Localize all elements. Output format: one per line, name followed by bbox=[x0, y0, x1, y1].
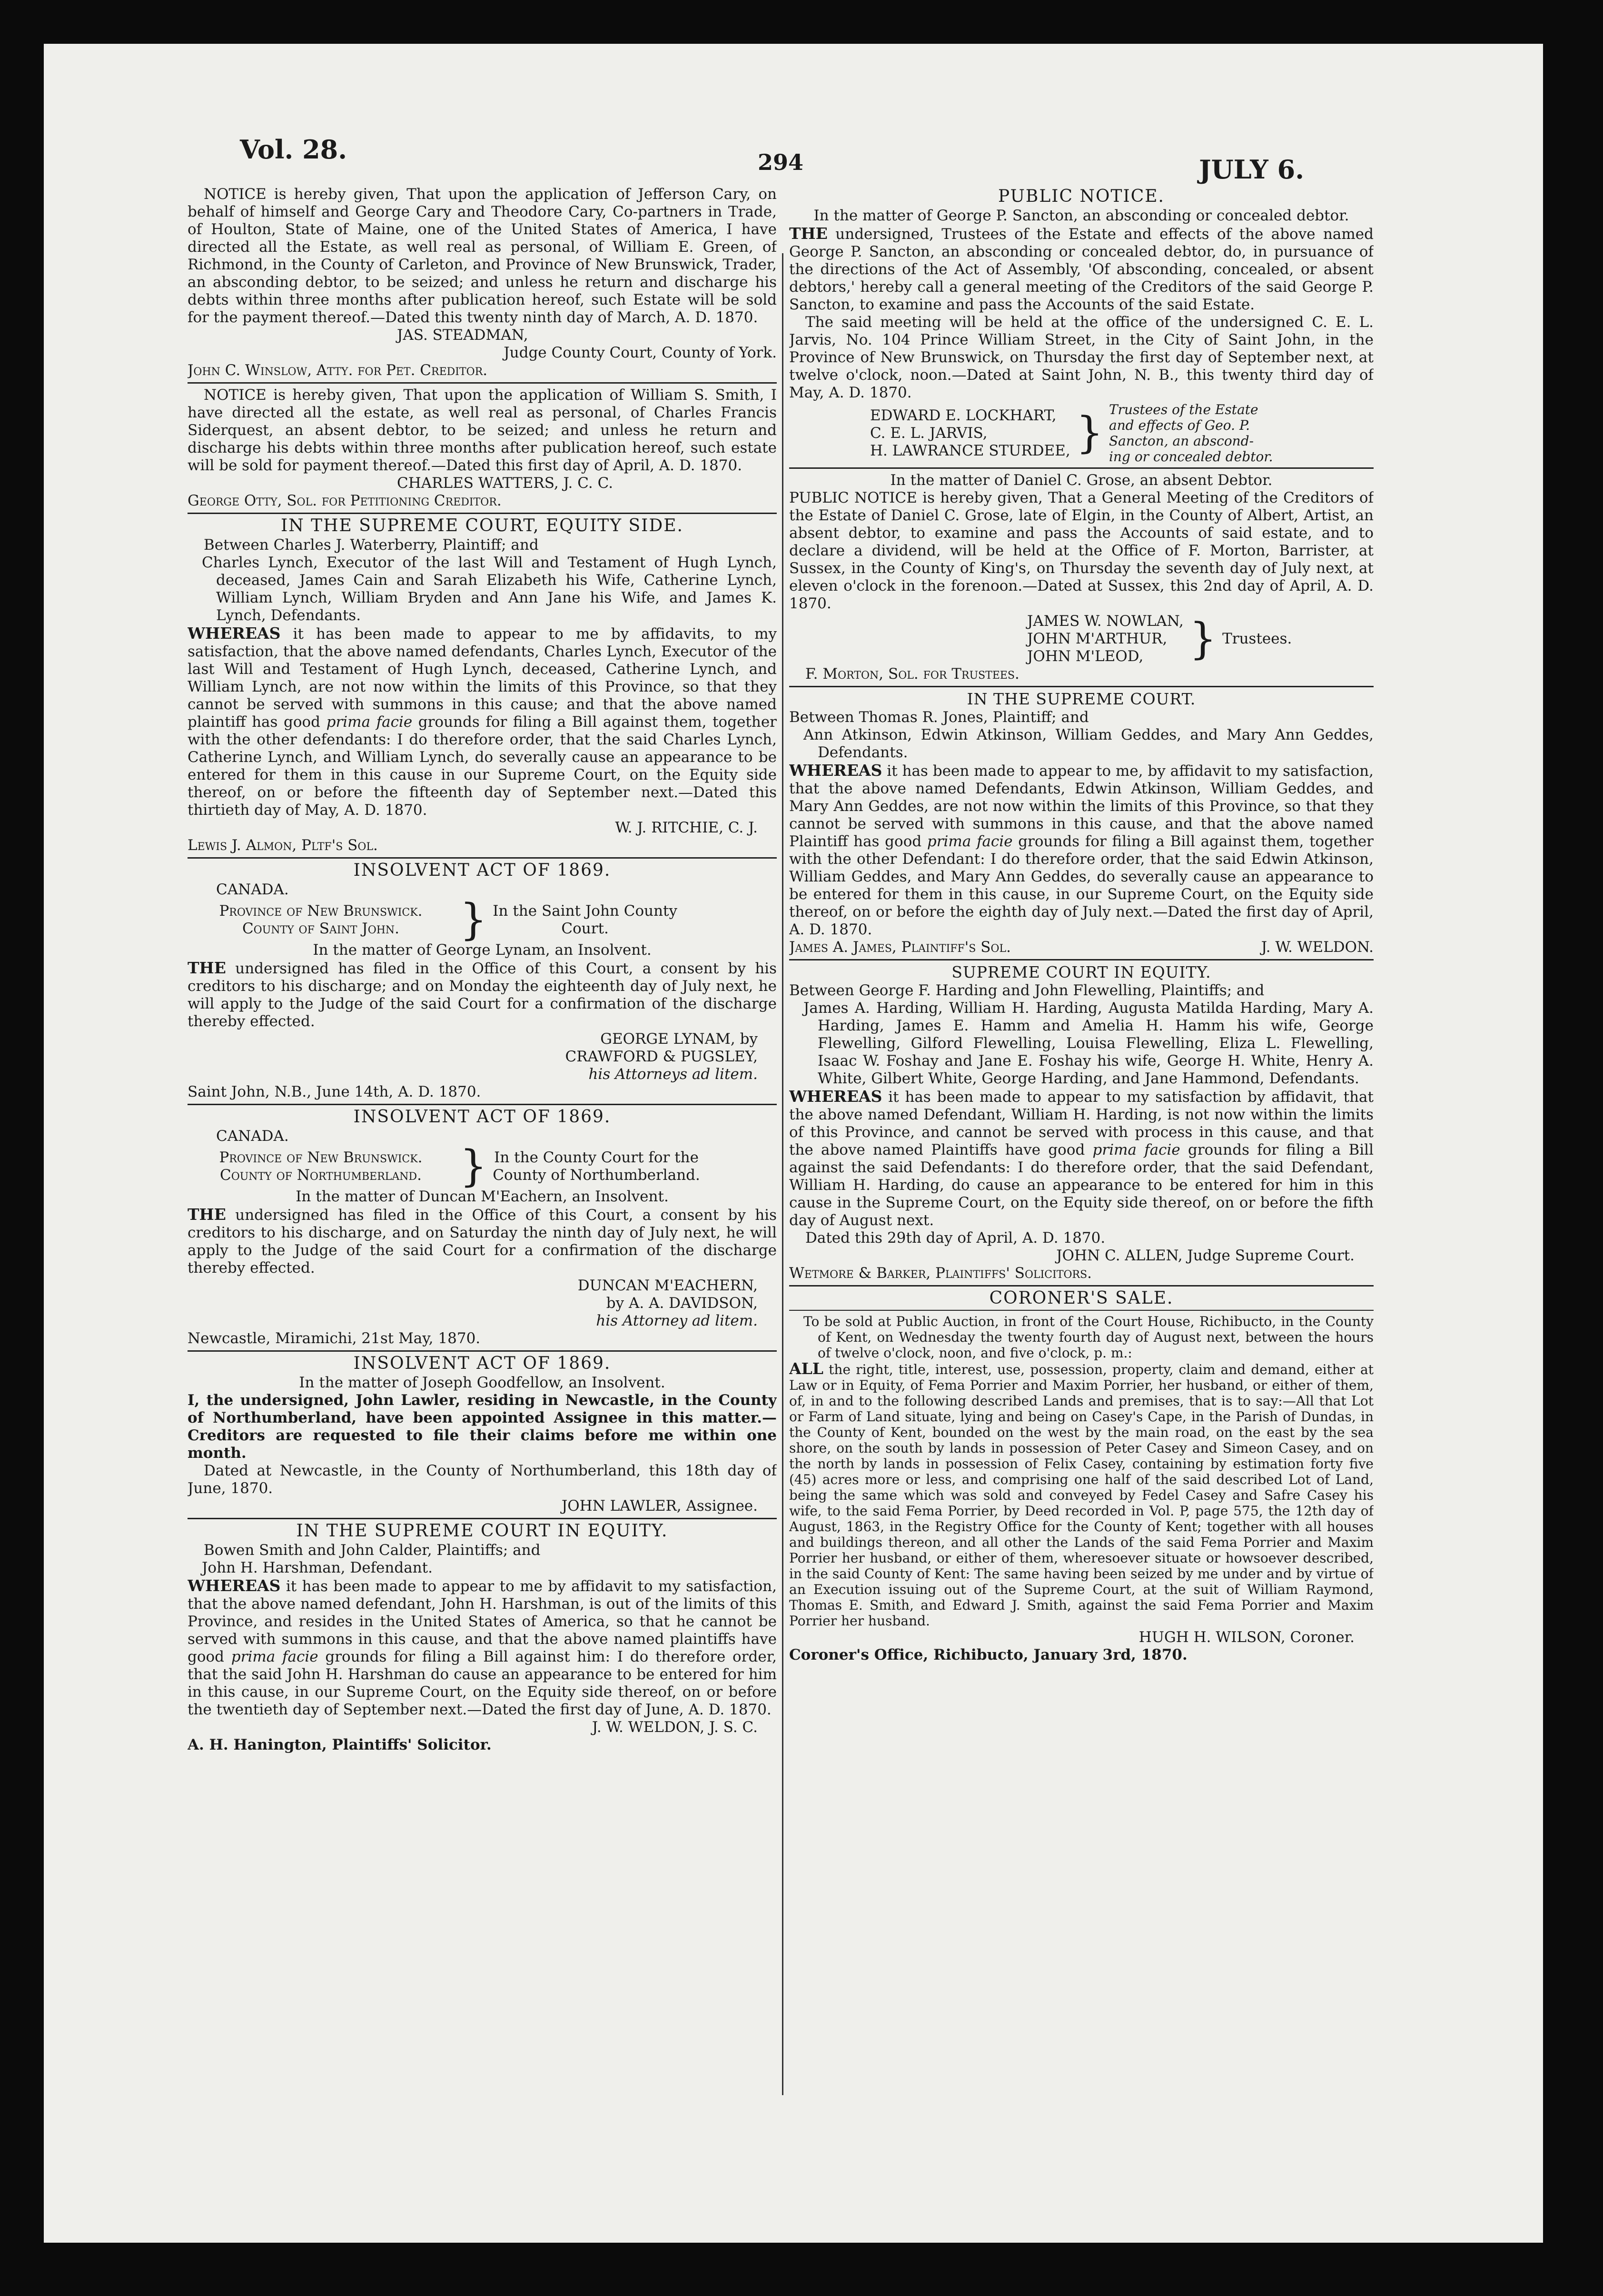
attorney-line: George Otty, Sol. for Petitioning Creditor. bbox=[188, 492, 502, 509]
lead-word: THE bbox=[188, 959, 226, 977]
section-rule bbox=[188, 382, 777, 384]
notice-body: PUBLIC NOTICE is hereby given, That a General Meeting of the Creditors of the Estate of Daniel C. Grose, late of Elgin, in the County of Albert, Artist, an absent debtor, to examine and pass the Accounts of said estate, and to declare a dividend, will be held at the Office of F. Morton, Barrister, at Sussex, in the County of King's, on Thursday the seventh day of July next, at eleven o'clock in the forenoon.—Dated at Sussex, this 2nd day of April, A. D. 1870. bbox=[789, 489, 1374, 612]
section-rule bbox=[188, 1518, 777, 1519]
notice-lynam-insolvent bbox=[188, 861, 777, 1101]
section-rule bbox=[789, 1285, 1374, 1287]
notice-body: NOTICE is hereby given, That upon the application of Jefferson Cary, on behalf of himself and George Cary and Theodore Cary, Co-partners in Trade, of Houlton, State of Maine, one of the United States of America, I have directed all the Estate, as well real as personal, of William E. Green, of Richmond, in the County of Carleton, and Province of New Brunswick, Trader, an absconding debtor, to be seized; and unless he return and discharge his debts within three months after publication hereof, such Estate will be sold for the payment thereof.—Dated this twenty ninth day of March, A. D. 1870. bbox=[188, 186, 777, 326]
brace-glyph: } bbox=[460, 895, 487, 945]
brace-glyph: } bbox=[460, 1141, 487, 1191]
trustee-note: Sancton, an abscond- bbox=[1109, 433, 1254, 449]
dated-line: Dated this 29th day of April, A. D. 1870. bbox=[805, 1229, 1106, 1247]
notice-body: undersigned has filed in the Office of this Court, a consent by his creditors to his discharge, and on Saturday the ninth day of July next, he will apply to the Judge of the said Court for a confirmation of the discharge thereby effected. bbox=[188, 1207, 777, 1277]
section-title: INSOLVENT ACT OF 1869. bbox=[353, 861, 611, 880]
notice-jones-atkinson bbox=[789, 690, 1374, 956]
page-number: 294 bbox=[758, 149, 804, 175]
province-label: Province of New Brunswick. bbox=[219, 902, 423, 920]
trustee-name: JAMES W. NOWLAN, bbox=[1027, 613, 1184, 630]
notice-body-cont: grounds for filing a Bill against him: I do therefore order, that the said John H. Harshman do cause an appearance to be entered for him in this cause, in our Supreme Court, on the Equity side thereof, on or before the twentieth day of September next.—Dated the first day of June, A. D. 1870. bbox=[188, 1648, 777, 1718]
lead-word: WHEREAS bbox=[188, 624, 281, 643]
jurisdiction-block bbox=[188, 1141, 777, 1191]
notice-body: it has been made to appear to me by affidavits, to my satisfaction, that the above named defendants, Charles Lynch, Executor of the last Will and Testament of Hugh Lynch, deceased, Catherine Lynch, and William Lynch, are not now within the limits of this Province, so that they cannot be served with summons in this cause; and that the above named plaintiff has good bbox=[188, 625, 777, 731]
notice-harding-flewelling bbox=[789, 963, 1374, 1282]
notice-body-italic: prima facie bbox=[231, 1648, 318, 1665]
section-rule bbox=[188, 1104, 777, 1105]
matter-line: In the matter of Daniel C. Grose, an absent Debtor. bbox=[890, 472, 1273, 489]
signature-attorney: by A. A. DAVIDSON, bbox=[606, 1295, 758, 1312]
place-date: Coroner's Office, Richibucto, January 3rd, 1870. bbox=[789, 1646, 1187, 1663]
parties-plaintiff: Bowen Smith and John Calder, Plaintiffs; and bbox=[204, 1542, 541, 1559]
signature-row bbox=[789, 939, 1374, 956]
country-label: CANADA. bbox=[216, 881, 289, 898]
jurisdiction-block bbox=[188, 895, 777, 945]
trustees-block bbox=[789, 613, 1374, 665]
attorney-line: John C. Winslow, Atty. for Pet. Creditor. bbox=[188, 362, 488, 379]
section-title: IN THE SUPREME COURT. bbox=[967, 690, 1196, 708]
notice-body: it has been made to appear to my satisfaction by affidavit, that the above named Defendant, William H. Harding, is not now within the limits of this Province, and cannot be served with process in this cause, and that the above named Plaintiffs have good bbox=[789, 1089, 1374, 1158]
province-label: Province of New Brunswick. bbox=[219, 1149, 423, 1166]
section-rule bbox=[789, 467, 1374, 469]
notice-body: the right, title, interest, use, possession, property, claim and demand, either at Law or in Equity, of Fema Porrier and Maxim Porrier, her husband, or either of them, of, in and to the following described Lands and premises, that is to say:—All that Lot or Farm of Land situate, lying and being on Casey's Cape, in the Parish of Dundas, in the County of Kent, bounded on the west by the main road, on the east by the sea shore, on the south by lands in possession of Peter Casey and Simeon Casey, and on the north by lands in possession of Felix Casey, containing by estimation forty five (45) acres more or less, and comprising one half of the said described Lot of Land, being the same which was sold and conveyed by Fedel Casey and Safre Casey his wife, to the said Fema Porrier, by Deed recorded in Vol. P, page 575, the 12th day of August, 1863, in the Registry Office for the County of Kent; together with all houses and buildings thereon, and all other the Lands of the said Fema Porrier and Maxim Porrier her husband, or either of them, wheresoever situate or howsoever described, in the said County of Kent: The same having been seized by me under and by virtue of an Execution issuing out of the Supreme Court, at the suit of William Raymond, Thomas E. Smith, and Edward J. Smith, against the said Fema Porrier and Maxim Porrier her husband. bbox=[789, 1362, 1374, 1629]
trustee-name: C. E. L. JARVIS, bbox=[870, 424, 988, 442]
attorney-line: James A. James, Plaintiff's Sol. bbox=[789, 939, 1011, 956]
notice-meachern-insolvent bbox=[188, 1108, 777, 1347]
notice-cary-green bbox=[188, 186, 777, 379]
attorney-line: A. H. Hanington, Plaintiffs' Solicitor. bbox=[188, 1736, 492, 1753]
lead-word: THE bbox=[188, 1205, 226, 1224]
sale-intro: To be sold at Public Auction, in front of the Court House, Richibucto, in the County of Kent, on Wednesday the twenty fourth day of August next, between the hours of twelve o'clock, noon, and five o'clock, p. m.: bbox=[803, 1314, 1374, 1361]
notice-smith-harshman bbox=[188, 1522, 777, 1754]
signature-name: J. W. WELDON. bbox=[1261, 939, 1374, 956]
country-label: CANADA. bbox=[216, 1128, 289, 1145]
matter-line: In the matter of George Lynam, an Insolvent. bbox=[313, 941, 652, 959]
parties-plaintiff: Between George F. Harding and John Flewelling, Plaintiffs; and bbox=[789, 982, 1265, 999]
section-rule bbox=[188, 513, 777, 514]
matter-line: In the matter of Duncan M'Eachern, an Insolvent. bbox=[296, 1188, 669, 1205]
section-title: INSOLVENT ACT OF 1869. bbox=[353, 1354, 611, 1373]
lead-word: WHEREAS bbox=[188, 1576, 281, 1595]
section-title: IN THE SUPREME COURT, EQUITY SIDE. bbox=[280, 516, 683, 535]
newspaper-page bbox=[44, 44, 1543, 2243]
signature-attorneys: CRAWFORD & PUGSLEY, bbox=[565, 1048, 758, 1065]
notice-waterberry-lynch bbox=[188, 517, 777, 854]
volume-number: Vol. 28. bbox=[240, 134, 347, 165]
signature-name: GEORGE LYNAM, by bbox=[600, 1030, 758, 1048]
county-label: County of Northumberland. bbox=[219, 1167, 422, 1184]
section-rule bbox=[789, 1310, 1374, 1311]
notice-smith-siderquest bbox=[188, 386, 777, 510]
trustee-name: JOHN M'LEOD, bbox=[1027, 648, 1144, 665]
notice-body-italic: prima facie bbox=[326, 713, 413, 731]
left-column bbox=[188, 186, 777, 2243]
matter-line: In the matter of Joseph Goodfellow, an Insolvent. bbox=[299, 1374, 665, 1391]
brace-glyph: } bbox=[1076, 408, 1103, 458]
issue-date: JULY 6. bbox=[1199, 154, 1304, 185]
court-label: In the Saint John County bbox=[493, 902, 678, 920]
section-rule bbox=[789, 959, 1374, 960]
page-header bbox=[44, 44, 1543, 196]
court-label-cont: Court. bbox=[561, 920, 609, 937]
attorney-line: F. Morton, Sol. for Trustees. bbox=[805, 665, 1019, 683]
matter-line: In the matter of George P. Sancton, an absconding or concealed debtor. bbox=[813, 207, 1349, 224]
trustee-name: H. LAWRANCE STURDEE, bbox=[870, 442, 1070, 459]
trustee-note: Trustees of the Estate bbox=[1109, 402, 1258, 417]
notice-body: undersigned, Trustees of the Estate and effects of the above named George P. Sancton, an absconding or concealed debtor, do, in pursuance of the directions of the Act of Assembly, 'Of absconding, concealed, or absent debtors,' hereby call a general meeting of the Creditors of the said George P. Sancton, to examine and pass the Accounts of the said Estate. bbox=[789, 226, 1374, 313]
signature-name: JAS. STEADMAN, bbox=[397, 327, 528, 344]
notice-body-italic: prima facie bbox=[927, 833, 1013, 850]
trustees-label: Trustees. bbox=[1222, 630, 1292, 647]
section-title: INSOLVENT ACT OF 1869. bbox=[353, 1107, 611, 1127]
lead-word: ALL bbox=[789, 1359, 824, 1378]
parties-defendants: Charles Lynch, Executor of the last Will and Testament of Hugh Lynch, deceased, James Cain and Sarah Elizabeth his Wife, Catherine Lynch, William Lynch, William Bryden and Ann Jane his Wife, and James K. Lynch, Defendants. bbox=[202, 554, 777, 624]
notice-sancton bbox=[789, 188, 1374, 465]
signature-name: CHARLES WATTERS, J. C. C. bbox=[397, 475, 613, 492]
notice-body-cont: grounds for filing a Bill against the said Defendants: I do therefore order, that the said Defendant, William H. Harding, do cause an appearance to be entered for him in this cause in the Supreme Court, on the Equity side thereof, on or before the fifth day of August next. bbox=[789, 1141, 1374, 1229]
trustee-note: and effects of Geo. P. bbox=[1109, 417, 1250, 433]
right-column bbox=[789, 186, 1374, 2243]
signature-name: J. W. WELDON, J. S. C. bbox=[592, 1719, 758, 1736]
notice-body: undersigned has filed in the Office of this Court, a consent by his creditors to his discharge; and on Monday the eighteenth day of July next, he will apply to the Judge of the said Court for a confirmation of the discharge thereby effected. bbox=[188, 960, 777, 1030]
notice-body-cont: The said meeting will be held at the office of the undersigned C. E. L. Jarvis, No. 104 Prince William Street, in the City of Saint John, in the Province of New Brunswick, on Thursday the first day of September next, at twelve o'clock, noon.—Dated at Saint John, N. B., this twenty third day of May, A. D. 1870. bbox=[789, 314, 1374, 401]
notice-body-italic: prima facie bbox=[1092, 1141, 1180, 1158]
signature-name: DUNCAN M'EACHERN, bbox=[577, 1277, 758, 1294]
signature-name: JOHN LAWLER, Assignee. bbox=[561, 1497, 758, 1514]
section-title: IN THE SUPREME COURT IN EQUITY. bbox=[296, 1521, 668, 1541]
notice-goodfellow-insolvent bbox=[188, 1355, 777, 1515]
signature-title: his Attorney ad litem. bbox=[596, 1312, 758, 1329]
court-label: In the County Court for the bbox=[494, 1149, 699, 1166]
place-date: Newcastle, Miramichi, 21st May, 1870. bbox=[188, 1330, 481, 1347]
column-divider bbox=[782, 253, 783, 2095]
signature-name: W. J. RITCHIE, C. J. bbox=[615, 819, 758, 836]
notice-coroners-sale bbox=[789, 1289, 1374, 1664]
parties-defendants: James A. Harding, William H. Harding, Augusta Matilda Harding, Mary A. Harding, James E. Hamm and Amelia H. Hamm his wife, George Flewelling, Gilford Flewelling, Louisa Flewelling, Eliza L. Flewelling, Isaac W. Foshay and Jane E. Foshay his wife, George H. White, Henry A. White, Gilbert White, George Harding, and Jane Hammond, Defendants. bbox=[803, 1000, 1374, 1087]
notice-body: it has been made to appear to me by affidavit to my satisfaction, that the above named defendant, John H. Harshman, is out of the limits of this Province, and resides in the United States of America, so that he cannot be served with summons in this cause, and that the above named plaintiffs have good bbox=[188, 1578, 777, 1665]
parties-defendants: John H. Harshman, Defendant. bbox=[202, 1559, 433, 1576]
court-label-cont: County of Northumberland. bbox=[493, 1167, 700, 1184]
parties-plaintiff: Between Thomas R. Jones, Plaintiff; and bbox=[789, 709, 1089, 726]
dated-line: Dated at Newcastle, in the County of Northumberland, this 18th day of June, 1870. bbox=[188, 1462, 777, 1497]
place-date: Saint John, N.B., June 14th, A. D. 1870. bbox=[188, 1083, 481, 1100]
notice-grose bbox=[789, 472, 1374, 683]
trustee-name: JOHN M'ARTHUR, bbox=[1027, 630, 1168, 647]
signature-title: his Attorneys ad litem. bbox=[588, 1066, 758, 1083]
trustee-note: ing or concealed debtor. bbox=[1109, 449, 1273, 465]
signature-name: HUGH H. WILSON, Coroner. bbox=[1138, 1629, 1355, 1646]
lead-word: THE bbox=[789, 224, 828, 243]
attorney-line: Lewis J. Almon, Pltf's Sol. bbox=[188, 837, 378, 854]
section-rule bbox=[789, 686, 1374, 687]
notice-body-cont: grounds for filing a Bill against them, together with the other Defendant: I do therefore order, that the said Edwin Atkinson, William Geddes, and Mary Ann Geddes, do severally cause an appearance to be entered for them in this cause, in our Supreme Court, on the Equity side thereof, on or before the eighth day of July next.—Dated the first day of April, A. D. 1870. bbox=[789, 833, 1374, 938]
county-label: County of Saint John. bbox=[242, 920, 400, 937]
parties-plaintiff: Between Charles J. Waterberry, Plaintiff; and bbox=[204, 536, 539, 554]
section-title: PUBLIC NOTICE. bbox=[998, 187, 1165, 206]
section-rule bbox=[188, 1350, 777, 1352]
notice-body: NOTICE is hereby given, That upon the application of William S. Smith, I have directed all the estate, as well real as personal, of Charles Francis Siderquest, an absent debtor, to be seized; and unless he return and discharge his debts within three months after publication hereof, such estate will be sold for payment thereof.—Dated this first day of April, A. D. 1870. bbox=[188, 386, 777, 474]
section-rule bbox=[188, 857, 777, 859]
lead-word: WHEREAS bbox=[789, 761, 882, 780]
notice-body: I, the undersigned, John Lawler, residing in Newcastle, in the County of Northumberland, have been appointed Assignee in this matter.—Creditors are requested to file their claims before me within one month. bbox=[188, 1392, 777, 1462]
notice-body: it has been made to appear to me, by affidavit to my satisfaction, that the above named Defendants, Edwin Atkinson, William Geddes, and Mary Ann Geddes, are not now within the limits of this Province, so that they cannot be served with summons in this cause, and that the above named Plaintiff has good bbox=[789, 762, 1374, 850]
section-title: SUPREME COURT IN EQUITY. bbox=[951, 963, 1211, 981]
trustees-block bbox=[789, 402, 1374, 465]
parties-defendants: Ann Atkinson, Edwin Atkinson, William Geddes, and Mary Ann Geddes, Defendants. bbox=[803, 726, 1374, 761]
brace-glyph: } bbox=[1189, 614, 1217, 664]
trustee-name: EDWARD E. LOCKHART, bbox=[870, 406, 1057, 424]
signature-name: JOHN C. ALLEN, Judge Supreme Court. bbox=[1056, 1247, 1355, 1264]
section-title: CORONER'S SALE. bbox=[989, 1288, 1174, 1308]
lead-word: WHEREAS bbox=[789, 1087, 882, 1106]
notice-body-cont: grounds for filing a Bill against them, together with the other defendants: I do therefore order, that the said Charles Lynch, Catherine Lynch, and William Lynch, do severally cause an appearance to be entered for them in this cause in our Supreme Court, on the Equity side thereof, on or before the fifteenth day of September next.—Dated this thirtieth day of May, A. D. 1870. bbox=[188, 713, 777, 819]
attorney-line: Wetmore & Barker, Plaintiffs' Solicitors. bbox=[789, 1265, 1092, 1282]
signature-title: Judge County Court, County of York. bbox=[504, 344, 777, 361]
